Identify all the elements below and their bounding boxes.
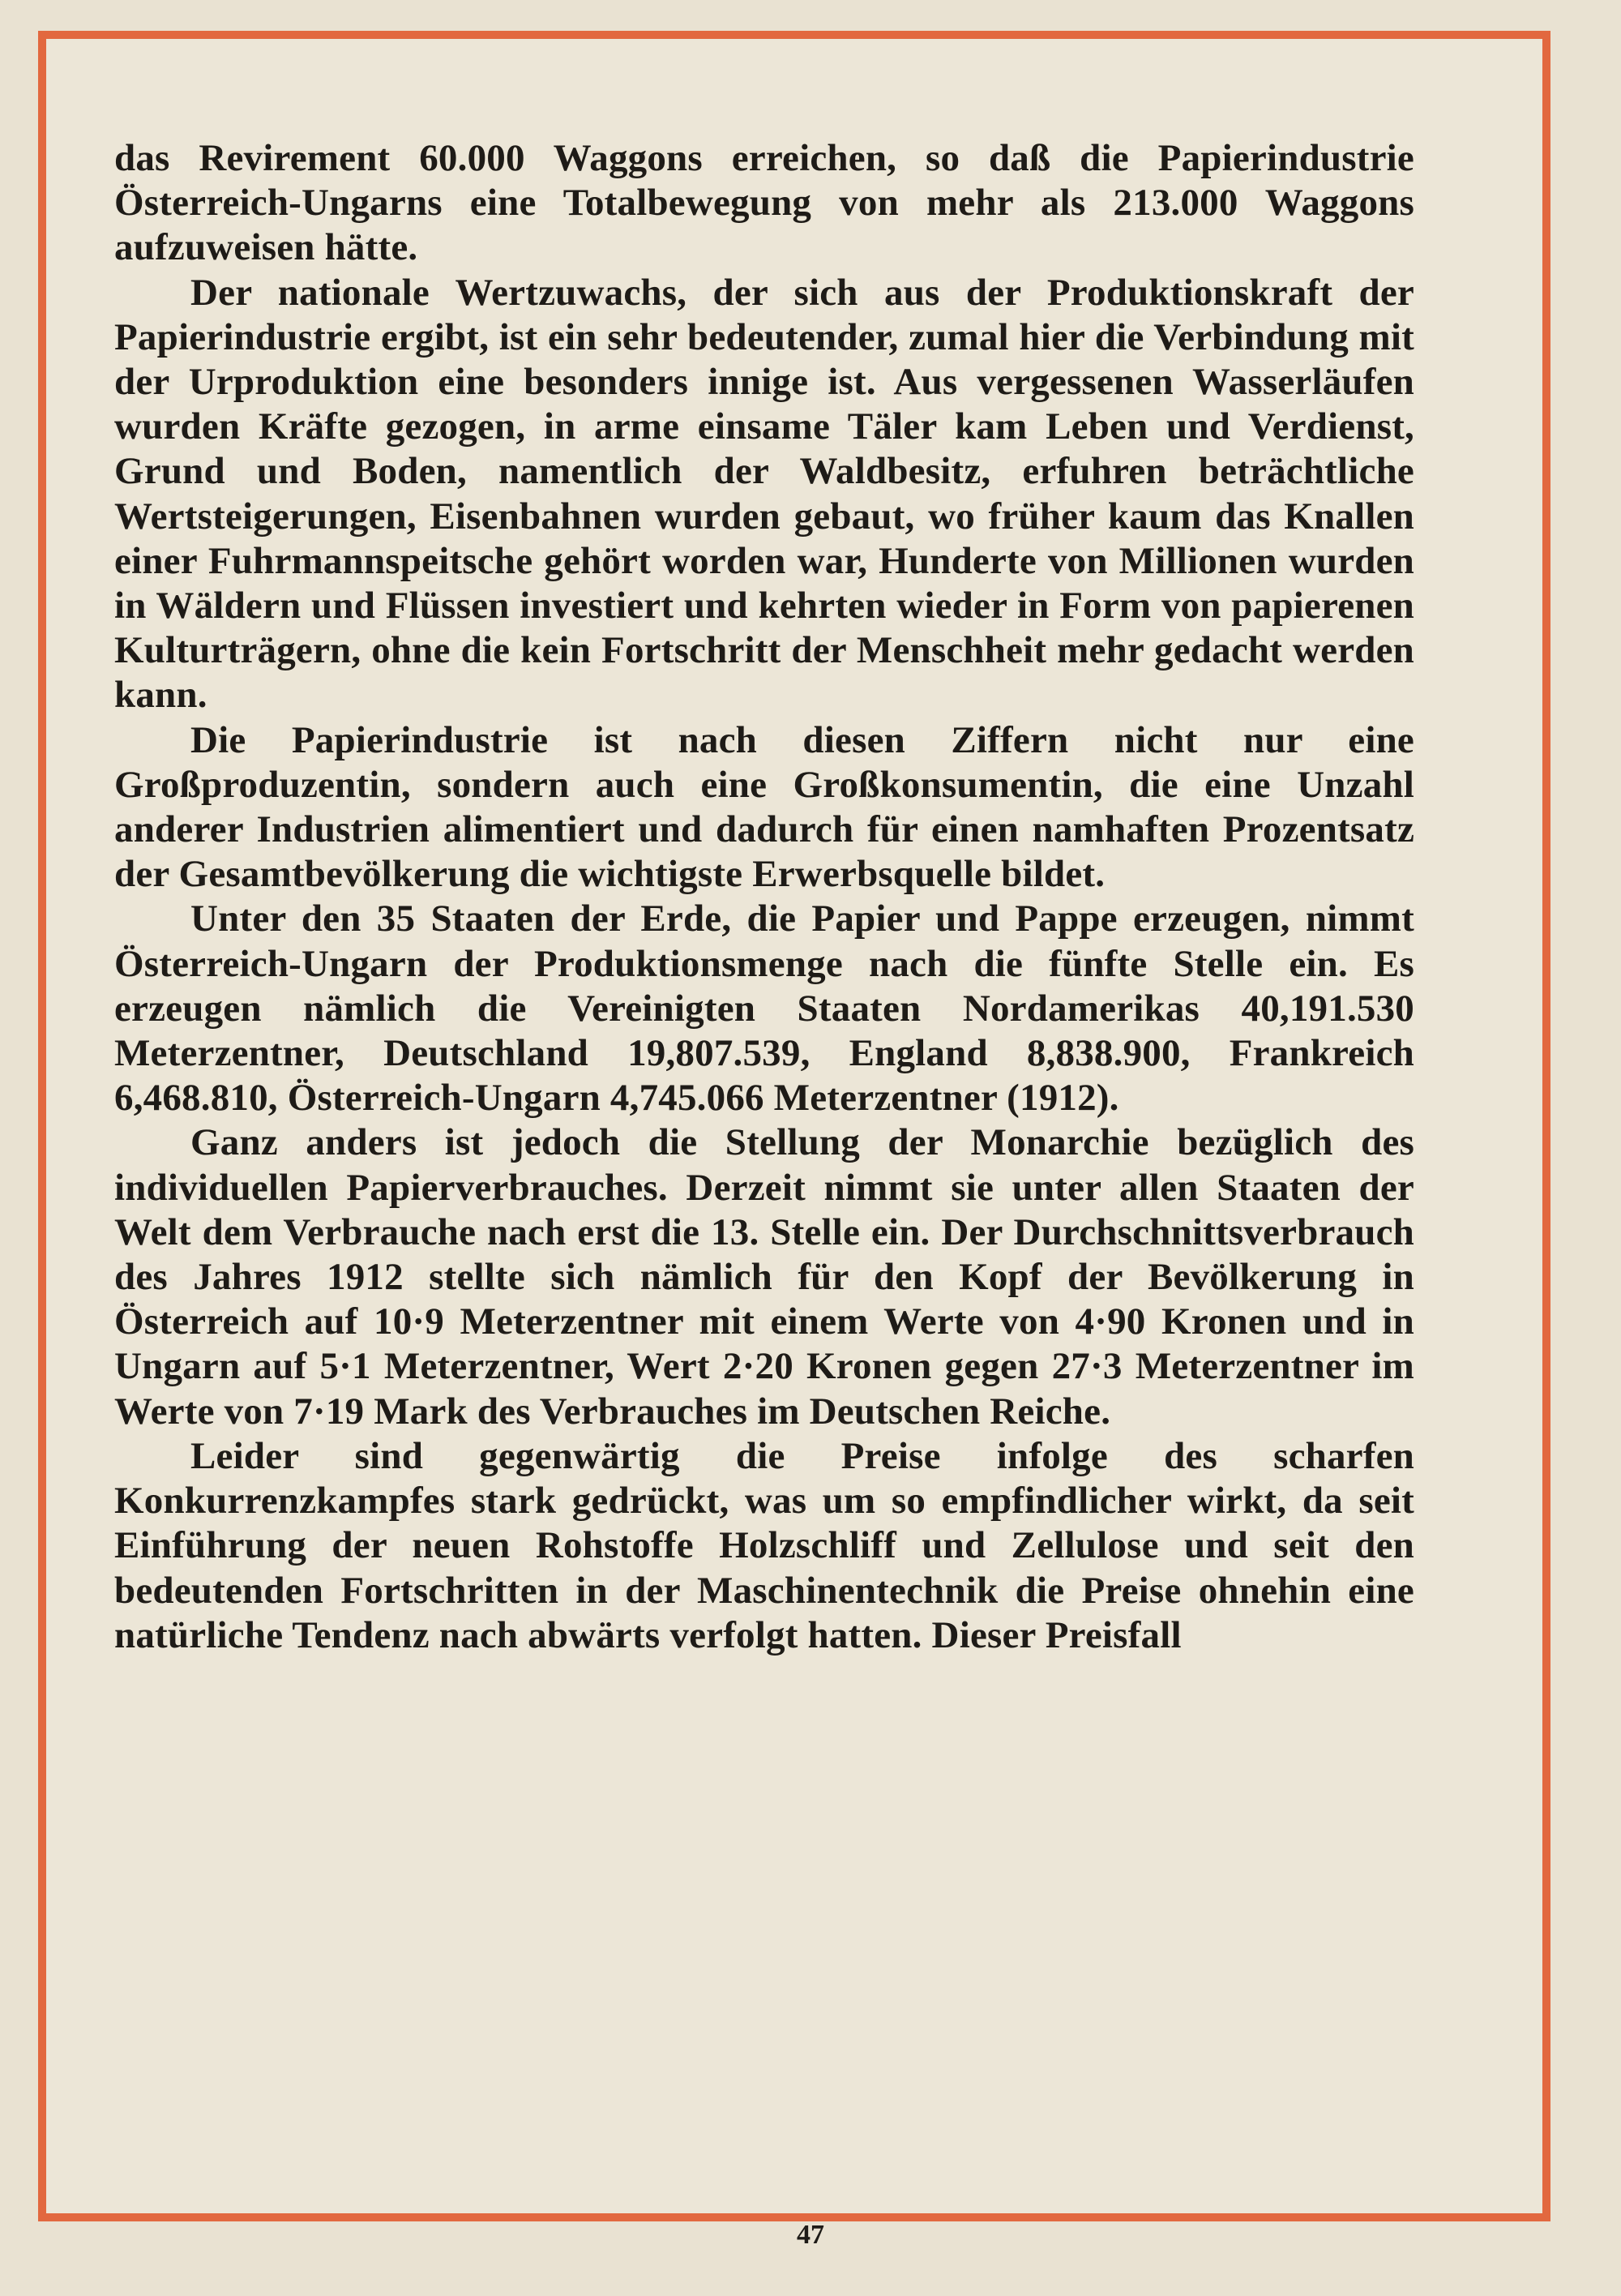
- paragraph-2: Der nationale Wertzuwachs, der sich aus der Produktionskraft der Papierindustrie ergibt, ist ein sehr bedeutender, zumal hier die Verbindung mit der Urproduktion eine besonders innige ist. Aus vergessenen Wasserläufen wurden Kräfte gezogen, in arme einsame Täler kam Leben und Verdienst, Grund und Boden, namentlich der Waldbesitz, erfuhren beträchtliche Wertsteigerungen, Eisenbahnen wurden gebaut, wo früher kaum das Knallen einer Fuhrmannspeitsche gehört worden war, Hunderte von Millionen wurden in Wäldern und Flüssen investiert und kehrten wieder in Form von papierenen Kulturträgern, ohne die kein Fortschritt der Menschheit mehr gedacht werden kann.: [114, 271, 1414, 717]
- paragraph-5: Ganz anders ist jedoch die Stellung der Monarchie bezüglich des individuellen Papierverbrauches. Derzeit nimmt sie unter allen Staaten der Welt dem Verbrauche nach erst die 13. Stelle ein. Der Durchschnittsverbrauch des Jahres 1912 stellte sich nämlich für den Kopf der Bevölkerung in Österreich auf 10·9 Meterzentner mit einem Werte von 4·90 Kronen und in Ungarn auf 5·1 Meterzentner, Wert 2·20 Kronen gegen 27·3 Meterzentner im Werte von 7·19 Mark des Verbrauches im Deutschen Reiche.: [114, 1121, 1414, 1433]
- paragraph-4: Unter den 35 Staaten der Erde, die Papier und Pappe erzeugen, nimmt Österreich-Ungarn der Produktionsmenge nach die fünfte Stelle ein. Es erzeugen nämlich die Vereinigten Staaten Nordamerikas 40,191.530 Meterzentner, Deutschland 19,807.539, England 8,838.900, Frankreich 6,468.810, Österreich-Ungarn 4,745.066 Meterzentner (1912).: [114, 897, 1414, 1120]
- paragraph-3: Die Papierindustrie ist nach diesen Ziffern nicht nur eine Großproduzentin, sondern auch eine Großkonsumentin, die eine Unzahl anderer Industrien alimentiert und dadurch für einen namhaften Prozentsatz der Gesamtbevölkerung die wichtigste Erwerbsquelle bildet.: [114, 718, 1414, 896]
- page-number: 47: [797, 2220, 824, 2250]
- paragraph-6: Leider sind gegenwärtig die Preise infolge des scharfen Konkurrenzkampfes stark gedrückt, was um so empfindlicher wirkt, da seit Einführung der neuen Rohstoffe Holzschliff und Zellulose und seit den bedeutenden Fortschritten in der Maschinentechnik die Preise ohnehin eine natürliche Tendenz nach abwärts verfolgt hatten. Dieser Preisfall: [114, 1434, 1414, 1656]
- paragraph-1: das Revirement 60.000 Waggons erreichen, so daß die Papierindustrie Österreich-Ungarns eine Totalbewegung von mehr als 213.000 Waggons aufzuweisen hätte.: [114, 137, 1414, 269]
- page-body-text: [114, 136, 1414, 1658]
